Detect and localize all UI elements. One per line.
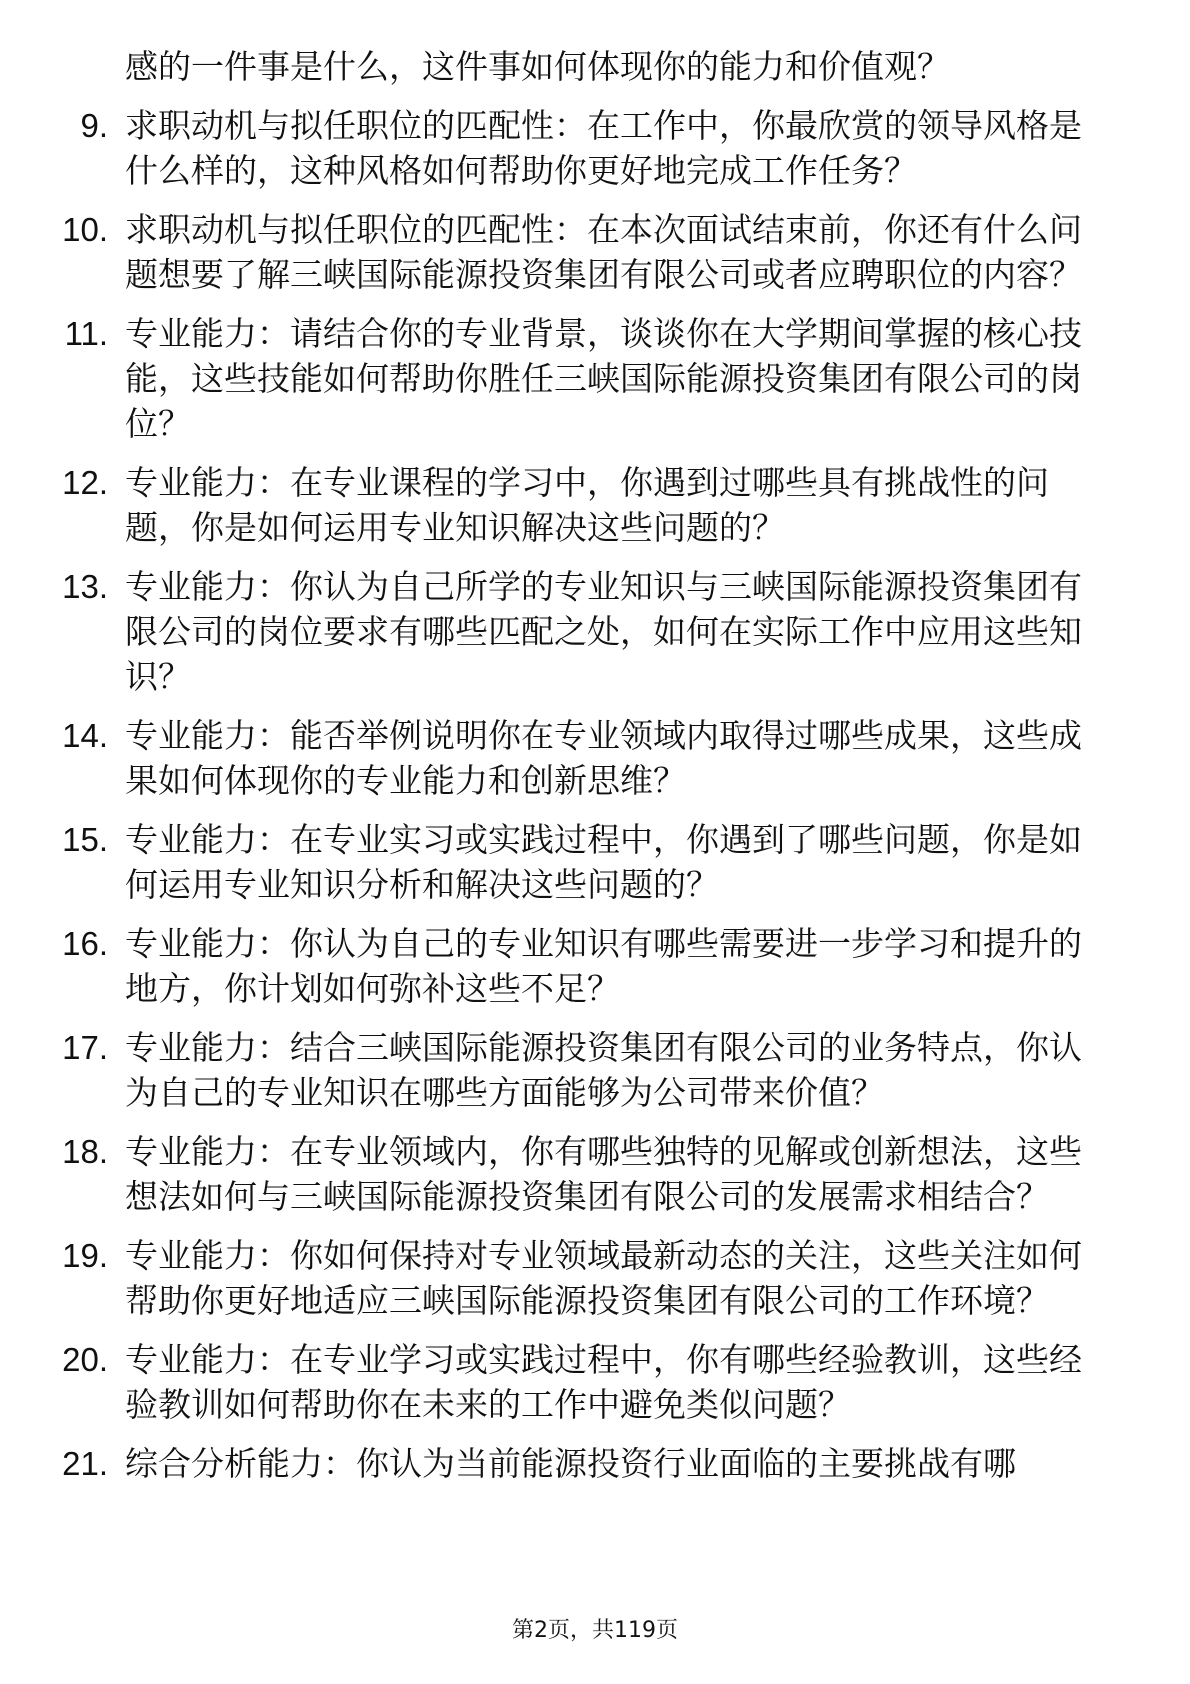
question-item [62,817,1105,907]
question-text: 专业能力：请结合你的专业背景，谈谈你在大学期间掌握的核心技能，这些技能如何帮助你胜任三峡国际能源投资集团有限公司的岗位？ [125,314,1082,443]
question-item [62,921,1105,1011]
page-footer: 第2页，共119页 [512,1618,678,1643]
question-item [80,103,1105,193]
question-number: 13. [62,568,108,605]
question-text: 综合分析能力：你认为当前能源投资行业面临的主要挑战有哪 [125,1444,1016,1483]
question-text: 专业能力：在专业课程的学习中，你遇到过哪些具有挑战性的问题，你是如何运用专业知识解决这些问题的？ [125,463,1049,547]
question-number: 9. [80,107,108,144]
question-item [62,1337,1105,1427]
question-item [62,460,1105,550]
question-text: 求职动机与拟任职位的匹配性：在工作中，你最欣赏的领导风格是什么样的，这种风格如何帮助你更好地完成工作任务？ [125,106,1082,190]
question-number: 19. [62,1237,108,1274]
question-text: 专业能力：在专业学习或实践过程中，你有哪些经验教训，这些经验教训如何帮助你在未来的工作中避免类似问题？ [125,1340,1082,1424]
question-text: 求职动机与拟任职位的匹配性：在本次面试结束前，你还有什么问题想要了解三峡国际能源投资集团有限公司或者应聘职位的内容？ [125,210,1082,294]
question-text: 专业能力：你认为自己所学的专业知识与三峡国际能源投资集团有限公司的岗位要求有哪些匹配之处，如何在实际工作中应用这些知识？ [125,567,1082,696]
question-item [62,1129,1105,1219]
question-item [62,564,1105,699]
question-text: 专业能力：你如何保持对专业领域最新动态的关注，这些关注如何帮助你更好地适应三峡国际能源投资集团有限公司的工作环境？ [125,1236,1082,1320]
question-text: 专业能力：在专业领域内，你有哪些独特的见解或创新想法，这些想法如何与三峡国际能源投资集团有限公司的发展需求相结合？ [125,1132,1082,1216]
question-number: 17. [62,1029,108,1066]
question-number: 14. [62,717,108,754]
question-number: 12. [62,464,108,501]
question-list [0,103,1190,1486]
question-number: 20. [62,1341,108,1378]
question-number: 18. [62,1133,108,1170]
question-text: 专业能力：结合三峡国际能源投资集团有限公司的业务特点，你认为自己的专业知识在哪些方面能够为公司带来价值？ [125,1028,1082,1112]
question-item [64,311,1105,446]
question-text: 专业能力：你认为自己的专业知识有哪些需要进一步学习和提升的地方，你计划如何弥补这些不足？ [125,924,1082,1008]
question-number: 16. [62,925,108,962]
question-item [62,713,1105,803]
question-number: 10. [62,211,108,248]
question-content [0,44,1190,1500]
question-number: 11. [64,315,108,352]
question-text: 专业能力：在专业实习或实践过程中，你遇到了哪些问题，你是如何运用专业知识分析和解决这些问题的？ [125,820,1082,904]
question-number: 15. [62,821,108,858]
question-number: 21. [62,1445,108,1482]
question-item [62,207,1105,297]
question-text: 专业能力：能否举例说明你在专业领域内取得过哪些成果，这些成果如何体现你的专业能力和创新思维？ [125,716,1082,800]
question-item [62,1441,1105,1486]
continued-question-text: 感的一件事是什么，这件事如何体现你的能力和价值观？ [125,47,950,86]
question-item [62,1233,1105,1323]
question-item [62,1025,1105,1115]
